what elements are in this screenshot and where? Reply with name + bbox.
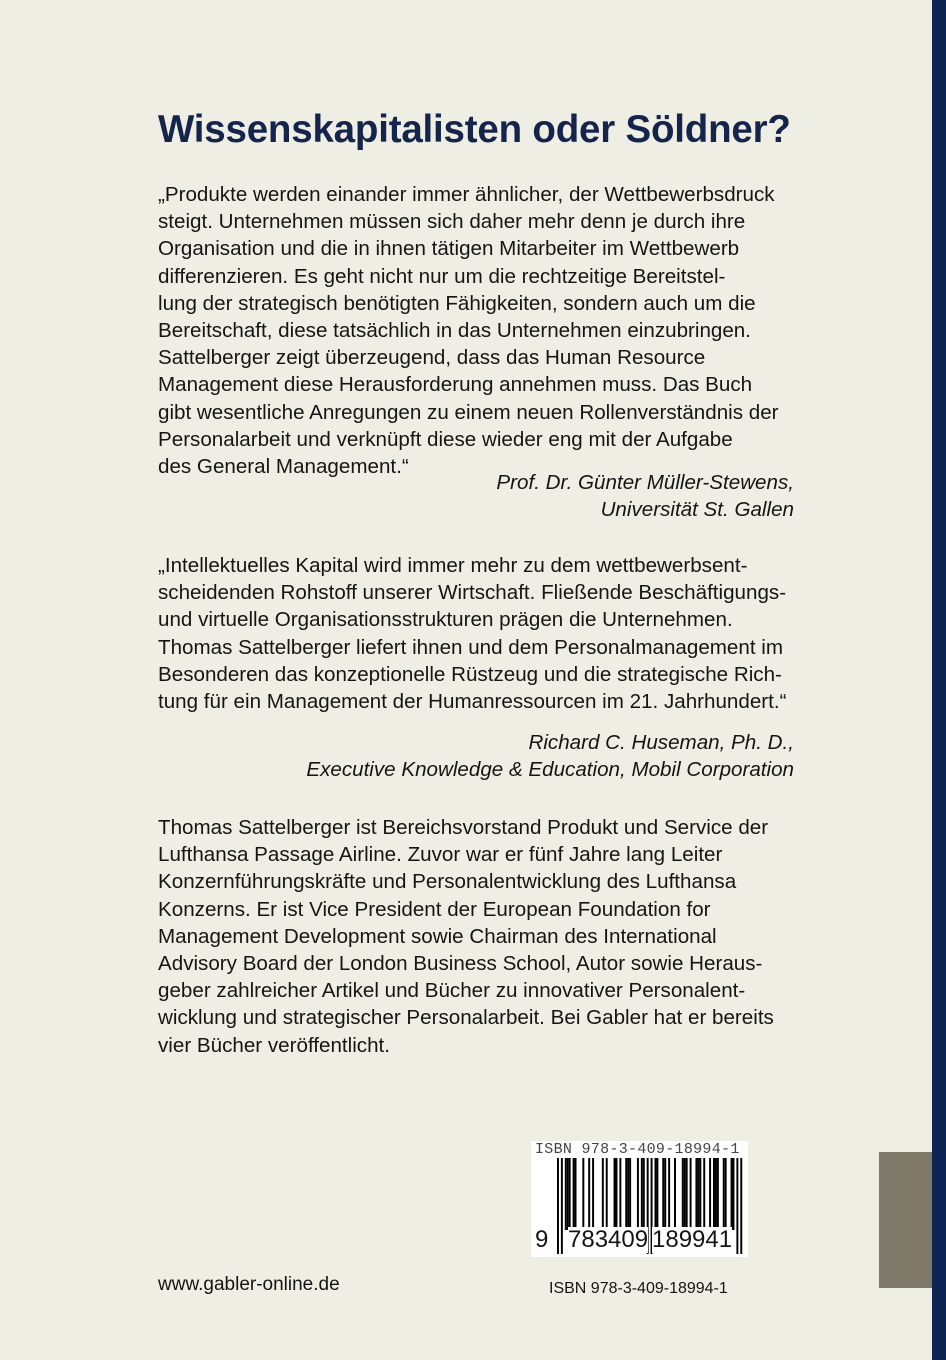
bio-line: wicklung und strategischer Personalarbeit. Bei Gabler hat er bereits [158, 1006, 774, 1030]
barcode-bar [643, 1158, 645, 1230]
barcode-bar [565, 1158, 567, 1230]
quote-2-affiliation: Executive Knowledge & Education, Mobil Corporation [306, 758, 794, 781]
barcode-bar [602, 1158, 604, 1230]
barcode-bar [709, 1158, 711, 1230]
quote1-line: Sattelberger zeigt überzeugend, dass das Human Resource [158, 346, 706, 370]
barcode-bar [641, 1158, 643, 1230]
barcode-bar [569, 1158, 571, 1230]
barcode-bar [561, 1158, 563, 1254]
barcode-bar [588, 1158, 590, 1230]
barcode-bar [695, 1158, 697, 1230]
barcode-bar [723, 1158, 725, 1230]
barcode-bar [684, 1158, 686, 1230]
barcode-bar [699, 1158, 701, 1230]
bio-line: geber zahlreicher Artikel und Bücher zu innovativer Personalent- [158, 979, 746, 1003]
bio-line: vier Bücher veröffentlicht. [158, 1033, 390, 1057]
quote1-line: Personalarbeit und verknüpft diese wieder eng mit der Aufgabe [158, 427, 733, 451]
barcode-bar [717, 1158, 719, 1230]
quote1-line: Bereitschaft, diese tatsächlich in das Unternehmen einzubringen. [158, 319, 751, 342]
quote2-line: Besonderen das konzeptionelle Rüstzeug und die strategische Rich- [158, 662, 782, 686]
barcode-isbn-label: ISBN 978-3-409-18994-1 [535, 1141, 740, 1158]
barcode-bar [715, 1158, 717, 1230]
barcode-bar [668, 1158, 670, 1230]
quote1-line: Organisation und die in ihnen tätigen Mitarbeiter im Wettbewerb [158, 237, 740, 261]
quote-1-affiliation: Universität St. Gallen [600, 498, 794, 521]
barcode-bar [567, 1158, 569, 1230]
barcode-bar [731, 1158, 733, 1230]
barcode-bar [629, 1158, 631, 1230]
publisher-url[interactable]: www.gabler-online.de [158, 1274, 340, 1295]
barcode-bar [736, 1158, 738, 1254]
barcode-bar [557, 1158, 559, 1254]
barcode-bar [616, 1158, 618, 1230]
barcode-bar [725, 1158, 727, 1230]
quote1-line: „Produkte werden einander immer ähnlicher, der Wettbewerbsdruck [158, 183, 775, 206]
barcode-bar [697, 1158, 699, 1230]
barcode-bar [662, 1158, 664, 1230]
bio-line: Thomas Sattelberger ist Bereichsvorstand Produkt und Service der [158, 816, 769, 839]
barcode-bar [606, 1158, 608, 1230]
barcode-bar [625, 1158, 627, 1230]
page-title: Wissenskapitalisten oder Söldner? [158, 108, 791, 151]
barcode-digits-left: 783409 [568, 1226, 649, 1253]
bio-line: Konzerns. Er ist Vice President der European Foundation for [158, 897, 711, 921]
barcode-bar [655, 1158, 657, 1230]
barcode-bar [614, 1158, 616, 1230]
quote1-line: Management diese Herausforderung annehmen muss. Das Buch [158, 373, 753, 397]
isbn: ISBN 978-3-409-18994-1 [549, 1280, 728, 1297]
quote-1-author: Prof. Dr. Günter Müller-Stewens, [496, 471, 794, 494]
barcode-digit-first: 9 [535, 1226, 549, 1253]
quote1-line: differenzieren. Es geht nicht nur um die rechtzeitige Bereitstel- [158, 264, 726, 288]
spine-strip [932, 0, 946, 1360]
barcode-bar [582, 1158, 584, 1230]
quote1-line: lung der strategisch benötigten Fähigkeiten, sondern auch um die [158, 291, 756, 315]
barcode-bar [740, 1158, 742, 1254]
barcode-bar [713, 1158, 715, 1230]
barcode-bar [573, 1158, 575, 1230]
barcode-bar [637, 1158, 639, 1230]
barcode-bar [674, 1158, 676, 1230]
barcode-bar [664, 1158, 666, 1230]
barcode-digits-right: 189941 [652, 1226, 733, 1253]
barcode-bar [686, 1158, 688, 1230]
barcode-bar [575, 1158, 577, 1230]
barcode-bar [733, 1158, 735, 1230]
quote2-line: Thomas Sattelberger liefert ihnen und dem Personalmanagement im [158, 635, 784, 659]
quote1-line: des General Management.“ [158, 455, 409, 478]
bio-line: Lufthansa Passage Airline. Zuvor war er fünf Jahre lang Leiter [158, 843, 723, 867]
barcode-bar [592, 1158, 594, 1230]
quote-2-author: Richard C. Huseman, Ph. D., [528, 731, 794, 754]
barcode-bar [682, 1158, 684, 1230]
barcode-bar [627, 1158, 629, 1230]
barcode [531, 1141, 748, 1257]
quote1-line: gibt wesentliche Anregungen zu einem neuen Rollenverständnis der [158, 400, 779, 424]
bio-line: Management Development sowie Chairman des International [158, 924, 717, 948]
barcode-bar [619, 1158, 621, 1230]
quote2-line: und virtuelle Organisationsstrukturen prägen die Unternehmen. [158, 608, 733, 632]
quote2-line: scheidenden Rohstoff unserer Wirtschaft. Fließende Beschäftigungs- [158, 581, 787, 605]
bio-line: Advisory Board der London Business School, Autor sowie Heraus- [158, 952, 763, 975]
barcode-bar [703, 1158, 705, 1230]
quote2-line: tung für ein Management der Humanressourcen im 21. Jahrhundert.“ [158, 690, 787, 713]
barcode-bar [690, 1158, 692, 1230]
barcode-bar [656, 1158, 658, 1230]
quote2-line: „Intellektuelles Kapital wird immer mehr zu dem wettbewerbsent- [158, 554, 748, 577]
quote1-line: steigt. Unternehmen müssen sich daher mehr denn je durch ihre [158, 210, 746, 234]
color-box [879, 1152, 932, 1288]
bio-line: Konzernführungskräfte und Personalentwicklung des Lufthansa [158, 870, 737, 894]
